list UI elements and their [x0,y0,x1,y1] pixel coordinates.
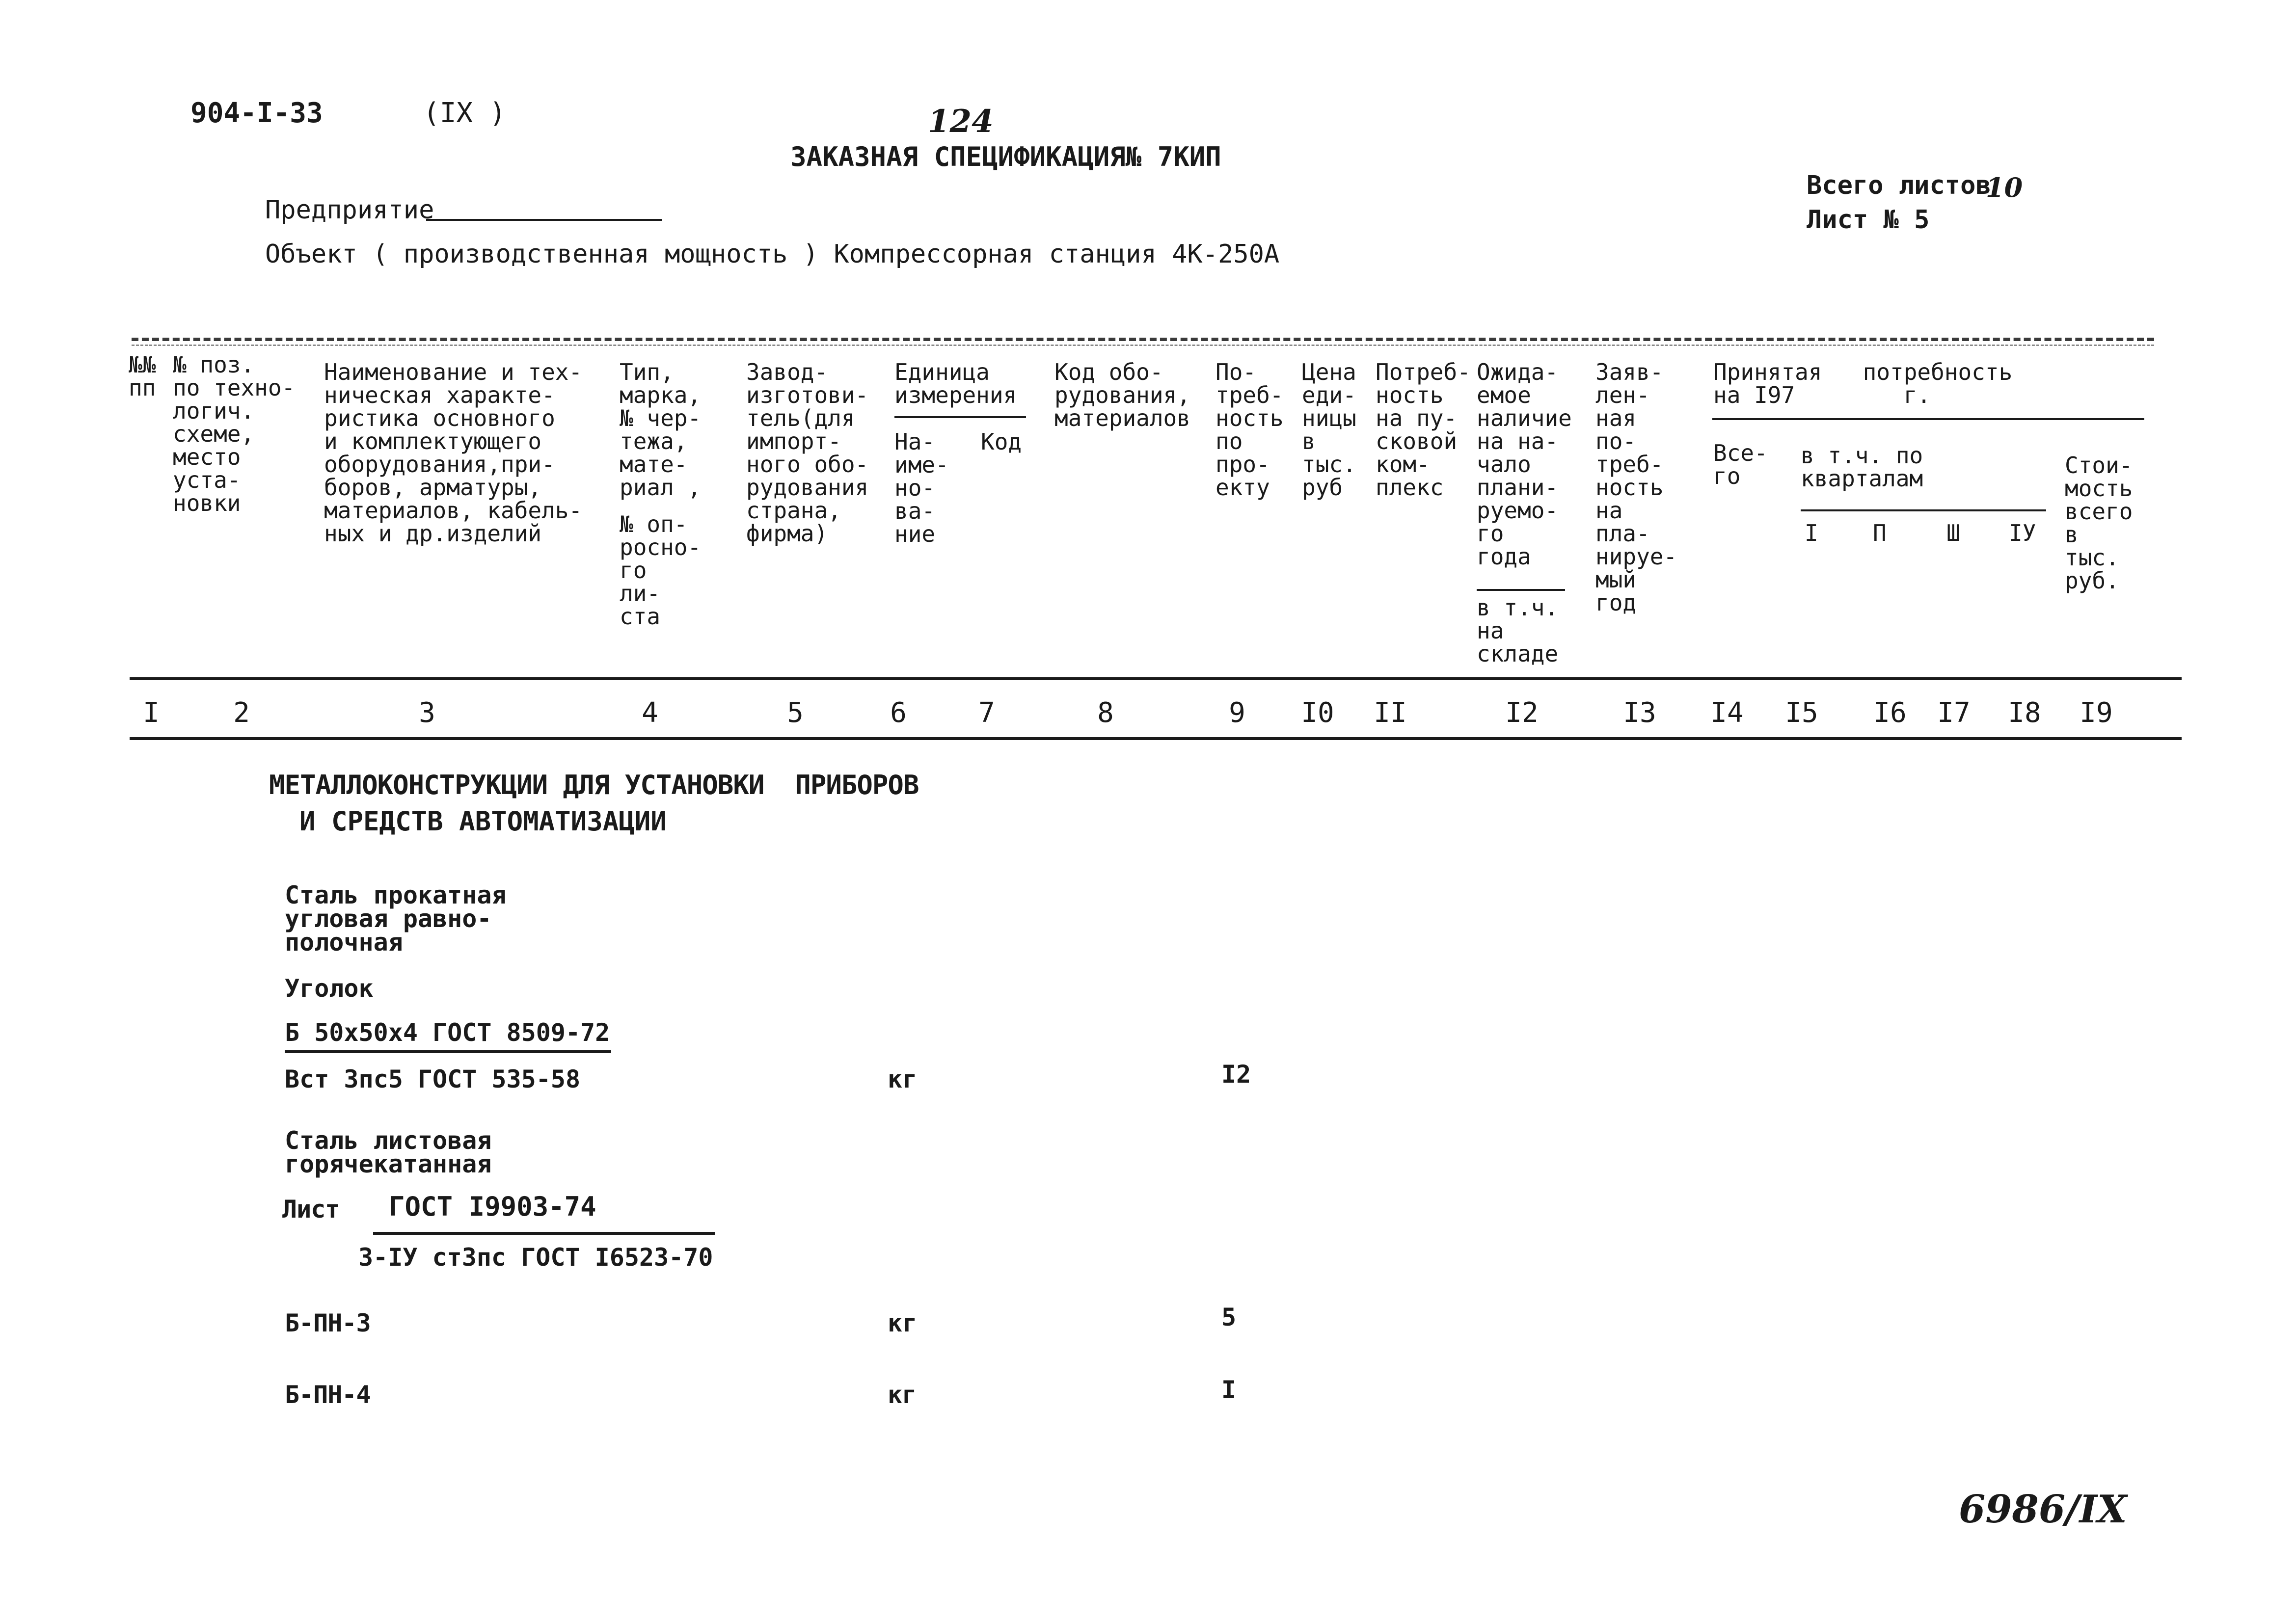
col-15-18-group-header: в т.ч. по кварталам [1801,442,1923,492]
column-number: 3 [419,697,435,729]
column-number: I4 [1710,697,1744,729]
row-2-qty: 5 [1221,1303,1237,1331]
quarter-4-header: IУ [2009,520,2036,546]
row-3-name: Б-ПН-4 [285,1381,371,1409]
section-title: МЕТАЛЛОКОНСТРУКЦИИ ДЛЯ УСТАНОВКИ ПРИБОРОВ [269,770,919,800]
row-1-name: Вст 3пс5 ГОСТ 535-58 [285,1065,581,1093]
col-9-header: По- треб- ность по про- екту [1216,359,1284,501]
column-number: I0 [1301,697,1334,729]
row-2-unit: кг [888,1309,918,1337]
table-top-border [132,338,2154,341]
col-5-header: Завод- изготови- тель(для импорт- ного обо- рудования страна, фирма) [746,359,869,547]
quarters-underline [1801,509,2046,511]
document-code: 904-I-33 [190,97,323,129]
column-number: 6 [890,697,907,729]
column-number: 9 [1229,697,1245,729]
col-4-header-sheet: № оп- росно- го ли- ста [620,511,702,630]
item-2-standard-underline [373,1232,715,1235]
enterprise-label: Предприятие [265,195,434,225]
table-top-border-2 [132,345,2154,346]
quarter-1-header: I [1805,520,1818,546]
document-part: (IX ) [423,97,506,129]
item-1-standard-underline [285,1050,611,1053]
col-1-header: №№ пп [129,351,156,401]
row-1-unit: кг [888,1065,918,1093]
column-number: I8 [2008,697,2041,729]
column-number: I5 [1785,697,1818,729]
column-number: I [143,697,160,729]
column-number: 2 [233,697,250,729]
row-3-qty: I [1221,1376,1237,1404]
row-3-unit: кг [888,1381,917,1409]
row-1-qty: I2 [1221,1060,1251,1089]
row-2-name: Б-ПН-3 [285,1309,371,1337]
item-2-name: Сталь листовая горячекатанная [285,1126,492,1178]
column-number: 7 [978,697,995,729]
col-4-header-type: Тип, марка, № чер- тежа, мате- риал , [620,359,702,501]
col-12-underline [1477,589,1565,591]
col-6-7-group-header: Единица измерения [894,359,1017,408]
page-number: 124 [928,103,994,140]
column-number: I9 [2080,697,2113,729]
item-2-sheet-label: Лист [282,1195,340,1224]
quarter-3-header: Ш [1946,520,1960,546]
column-number: 5 [787,697,804,729]
column-number: I6 [1873,697,1907,729]
col-12-stock-header: в т.ч. на складе [1477,594,1559,667]
col-10-header: Цена еди- ницы в тыс. руб [1302,359,1356,501]
unit-group-underline [894,416,1026,418]
column-number: 4 [642,697,658,729]
total-sheets-label: Всего листов [1807,171,1991,200]
item-2-standard-detail: 3-IУ ст3пс ГОСТ I6523-70 [358,1243,713,1272]
col-19-header: Стои- мость всего в тыс. руб. [2065,452,2133,594]
col-8-header: Код обо- рудования, материалов [1054,359,1190,431]
column-number: I3 [1623,697,1656,729]
col-14-header: Все- го [1713,440,1768,489]
column-number: I2 [1505,697,1539,729]
col-6-header: На- име- но- ва- ние [894,428,949,547]
total-sheets-value: 10 [1986,172,2023,203]
item-1-subtype: Уголок [285,974,374,1003]
document-title: ЗАКАЗНАЯ СПЕЦИФИКАЦИЯ№ 7КИП [790,141,1221,172]
registration-number: 6986/IX [1959,1487,2127,1532]
item-2-standard: ГОСТ I9903-74 [389,1191,596,1222]
quarter-2-header: П [1873,520,1887,546]
column-number: II [1374,697,1407,729]
col-7-header: Код [981,428,1022,455]
enterprise-blank-line [426,219,662,221]
sheet-label: Лист № 5 [1807,205,1930,235]
col-11-header: Потреб- ность на пу- сковой ком- плекс [1376,359,1471,501]
item-1-standard: Б 50х50х4 ГОСТ 8509-72 [285,1018,610,1047]
object-line: Объект ( производственная мощность ) Компрессорная станция 4К-250А [265,239,1280,269]
header-bottom-rule [130,677,2182,680]
col-13-header: Заяв- лен- ная по- треб- ность на пла- нируе- мый год [1595,359,1677,616]
col-3-header: Наименование и тех- ническая характе- ристика основного и комплектующего оборудования,при- боров, арматуры, материалов, кабель- ных и др.изделий [324,359,583,547]
accepted-group-underline [1712,418,2144,420]
col-14-18-group-header: Принятая потребность на I97 г. [1713,359,2013,408]
col-12-header: Ожида- емое наличие на на- чало плани- руемо- го года [1477,359,1572,570]
col-2-header: № поз. по техно- логич. схеме, место уста- новки [173,351,296,516]
column-number: I7 [1937,697,1971,729]
section-title-line-2: И СРЕДСТВ АВТОМАТИЗАЦИИ [299,806,667,837]
numbers-bottom-rule [130,737,2182,740]
item-1-name: Сталь прокатная угловая равно- полочная [285,881,507,957]
column-number: 8 [1097,697,1114,729]
